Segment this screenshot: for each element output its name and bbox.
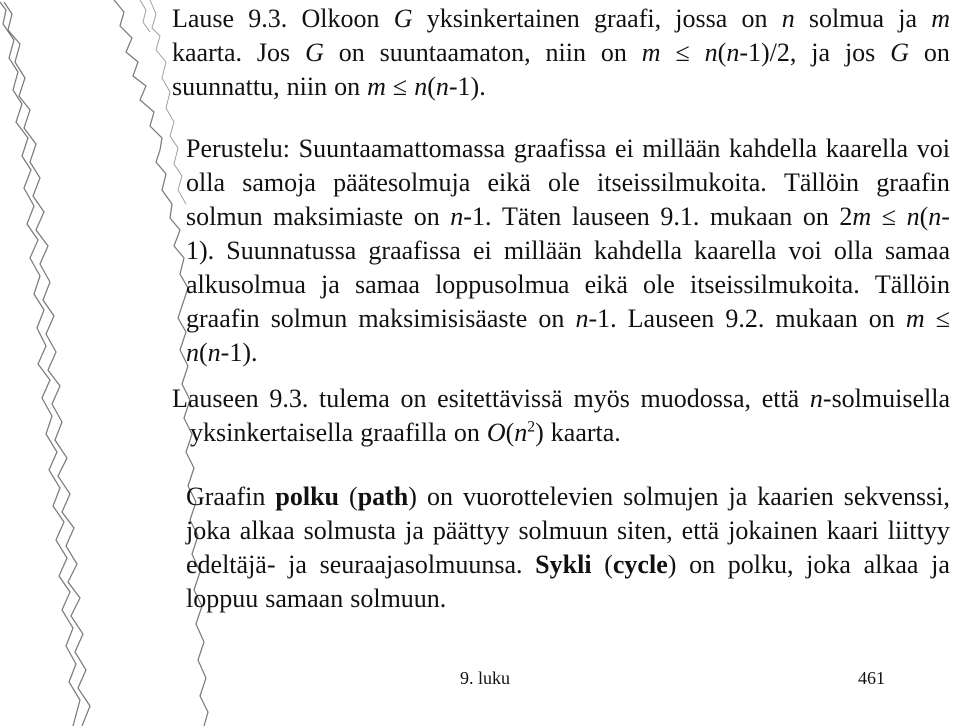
theorem-line-1: Lause 9.3. Olkoon G yksinkertainen graafi, jossa on n solmua ja m	[172, 4, 950, 33]
proof-line-5: alkusolmua ja samaa loppusolmua eikä ole itseissilmukoita. Tällöin	[186, 270, 950, 299]
definition-line-4: loppuu samaan solmuun.	[186, 584, 447, 613]
corollary-line-2: yksinkertaisella graafilla on $O(n^2)$ kaarta.	[190, 418, 621, 447]
definition-line-2: joka alkaa solmusta ja päättyy solmuun siten, että jokainen kaari liittyy	[186, 516, 950, 545]
definition-line-3: edeltäjä- ja seuraajasolmuunsa. Sykli (cycle) on polku, joka alkaa ja	[186, 550, 950, 579]
footer-chapter: 9. luku	[460, 668, 511, 688]
theorem-line-3: suunnattu, niin on m ≤ n(n-1).	[172, 72, 486, 101]
footer-page-number: 461	[858, 668, 885, 688]
proof-line-1: Perustelu: Suuntaamattomassa graafissa ei millään kahdella kaarella voi	[186, 134, 950, 163]
torn-edge-left	[0, 2, 80, 726]
theorem-line-2: kaarta. Jos G on suuntaamaton, niin on m ≤ n(n-1)/2, ja jos G on	[172, 38, 950, 67]
proof-line-4: 1). Suunnatussa graafissa ei millään kahdella kaarella voi olla samaa	[186, 236, 950, 265]
proof-line-2: olla samoja päätesolmuja eikä ole itseissilmukoita. Tällöin graafin	[186, 168, 950, 197]
torn-edge-inner	[4, 2, 90, 726]
proof-line-6: graafin solmun maksimisisäaste on n-1. Lauseen 9.2. mukaan on m ≤	[186, 304, 950, 333]
definition-line-1: Graafin polku (path) on vuorottelevien solmujen ja kaarien sekvenssi,	[186, 482, 950, 511]
proof-line-7: n(n-1).	[186, 338, 258, 367]
proof-line-3: solmun maksimiaste on n-1. Täten lauseen 9.1. mukaan on 2m ≤ n(n-	[186, 202, 950, 231]
corollary-line-1: Lauseen 9.3. tulema on esitettävissä myös muodossa, että n-solmuisella	[172, 384, 950, 413]
